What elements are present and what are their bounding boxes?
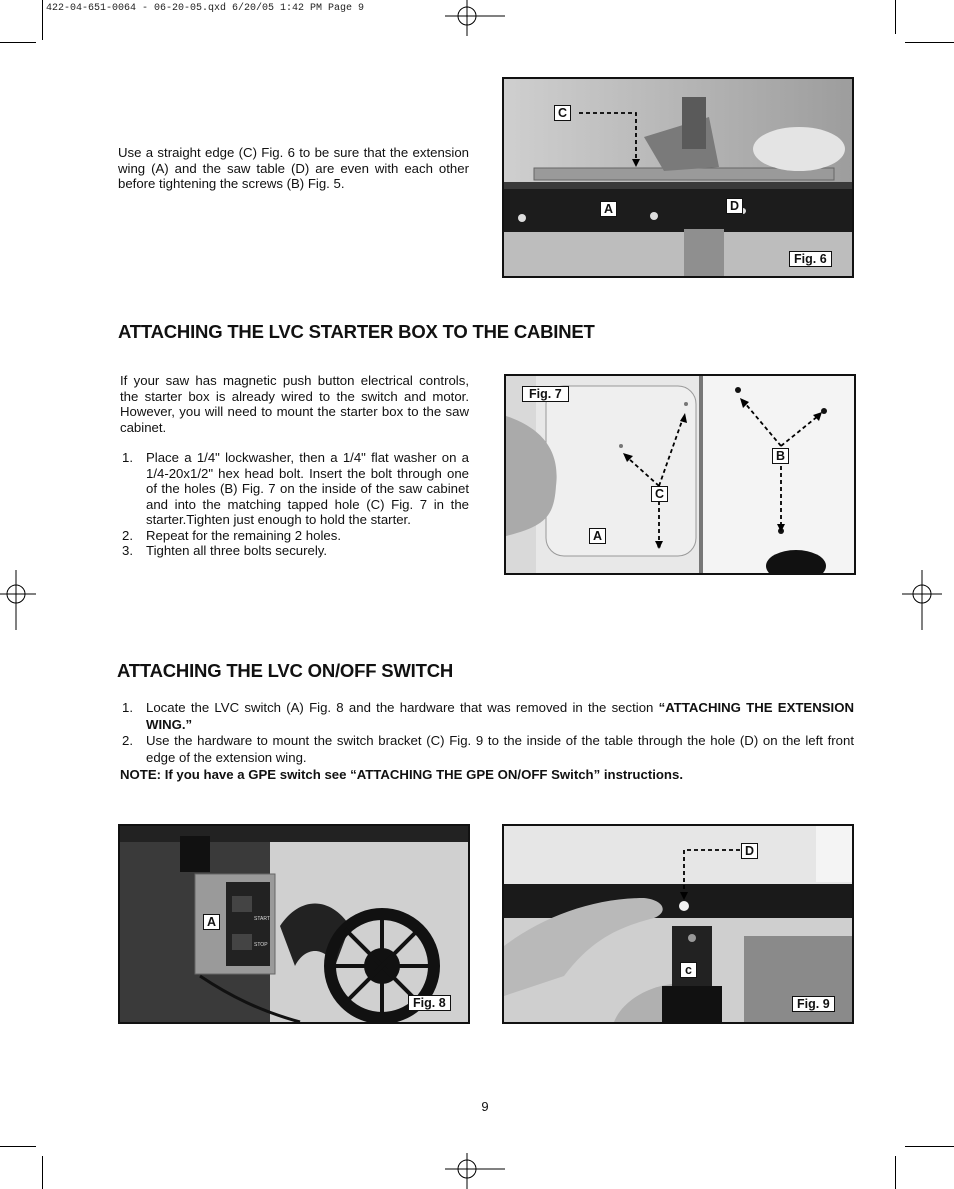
fig9-caption: Fig. 9 — [792, 996, 835, 1012]
section-starter-box-body — [120, 373, 469, 559]
crop-mark — [0, 42, 36, 43]
fig7-label-b: B — [772, 448, 789, 464]
list-item — [120, 450, 469, 528]
step-text: Tighten all three bolts securely. — [146, 543, 328, 558]
step-number: 3. — [122, 543, 133, 558]
step-number: 1. — [122, 700, 133, 715]
registration-mark-right — [902, 570, 942, 630]
list-item — [120, 528, 469, 544]
fig9-label-d: D — [741, 843, 758, 859]
gpe-note: NOTE: If you have a GPE switch see “ATTACHING THE GPE ON/OFF Switch” instructions. — [120, 767, 683, 782]
step-number: 2. — [122, 733, 133, 748]
fig6-label-a: A — [600, 201, 617, 217]
step-number: 1. — [122, 450, 133, 465]
file-slug: 422-04-651-0064 - 06-20-05.qxd 6/20/05 1:42 PM Page 9 — [46, 3, 365, 14]
section-onoff-switch-body — [120, 700, 854, 784]
step-text: Repeat for the remaining 2 holes. — [146, 527, 341, 543]
fig6-label-d: D — [726, 198, 743, 214]
fig7-label-a: A — [589, 528, 606, 544]
step-text: Locate the LVC switch (A) Fig. 8 and the hardware that was removed in the section — [146, 700, 659, 715]
fig6-photo — [502, 77, 854, 278]
crop-mark — [42, 1156, 43, 1189]
crop-mark — [895, 0, 896, 34]
crop-mark — [905, 42, 954, 43]
registration-mark-top — [445, 0, 505, 36]
fig9-label-c: c — [680, 962, 697, 978]
crop-mark — [0, 1146, 36, 1147]
page-number: 9 — [481, 1099, 489, 1114]
fig9-photo — [502, 824, 854, 1024]
crop-mark — [905, 1146, 954, 1147]
fig8-start-text: START — [254, 916, 270, 922]
fig8-stop-text: STOP — [254, 942, 268, 948]
starter-box-steps — [120, 450, 469, 559]
intro-paragraph: Use a straight edge (C) Fig. 6 to be sure that the extension wing (A) and the saw table (D) are even with each other before tightening the screws (B) Fig. 5. — [118, 145, 469, 191]
fig8-caption: Fig. 8 — [408, 995, 451, 1011]
fig6-label-c: C — [554, 105, 571, 121]
step-number: 2. — [122, 527, 133, 543]
step-text-bold: “ATTACHING THE EXTENSION WING.” — [146, 700, 854, 732]
registration-mark-bottom — [445, 1153, 505, 1189]
step-text: Use the hardware to mount the switch bracket (C) Fig. 9 to the inside of the table through the hole (D) on the left front edge of the extension wing. — [146, 733, 854, 765]
step-text: Place a 1/4" lockwasher, then a 1/4" flat washer on a 1/4-20x1/2" hex head bolt. Insert the bolt through one of the holes (B) Fig. 7 on the inside of the saw cabinet and into the matching tapped hole (C) Fig. 7 in the starter.Tighten just enough to hold the starter. — [146, 450, 469, 527]
section-starter-box-intro: If your saw has magnetic push button electrical controls, the starter box is already wired to the switch and motor. However, you will need to mount the starter box to the saw cabinet. — [120, 373, 469, 435]
onoff-switch-steps — [120, 700, 854, 766]
list-item — [120, 700, 854, 733]
list-item — [120, 733, 854, 766]
registration-mark-left — [0, 570, 36, 630]
fig7-leader-lines — [506, 376, 854, 573]
fig7-photo — [504, 374, 856, 575]
crop-mark — [42, 0, 43, 40]
fig8-photo — [118, 824, 470, 1024]
fig8-label-a: A — [203, 914, 220, 930]
crop-mark — [895, 1156, 896, 1189]
section-heading-onoff-switch: ATTACHING THE LVC ON/OFF SWITCH — [117, 660, 454, 681]
fig6-caption: Fig. 6 — [789, 251, 832, 267]
fig9-leader-lines — [504, 826, 852, 1022]
section-heading-starter-box: ATTACHING THE LVC STARTER BOX TO THE CABINET — [118, 321, 595, 342]
fig7-caption: Fig. 7 — [522, 386, 569, 402]
fig7-label-c: C — [651, 486, 668, 502]
list-item — [120, 543, 469, 559]
